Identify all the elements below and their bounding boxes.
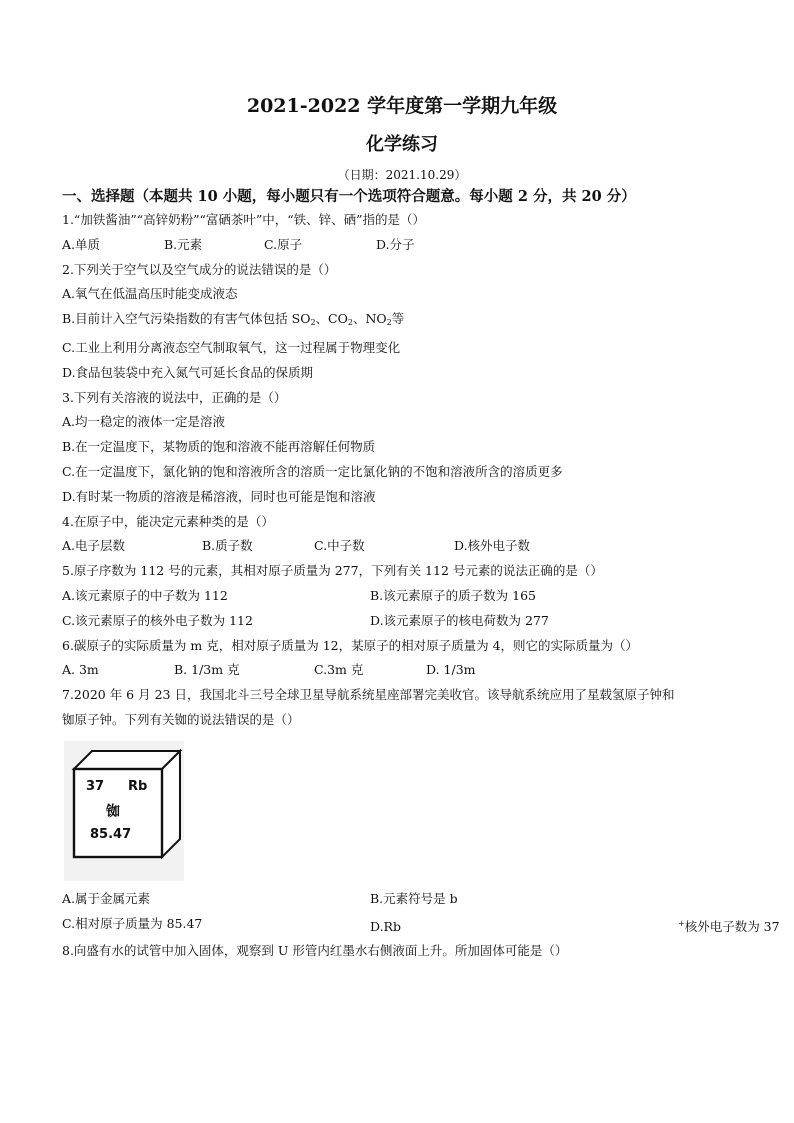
q2-stem: 2.下列关于空气以及空气成分的说法错误的是（） bbox=[62, 261, 337, 277]
q2-option-c: C.工业上利用分离液态空气制取氧气，这一过程属于物理变化 bbox=[62, 339, 401, 355]
rb-charge-superscript: + bbox=[678, 918, 685, 928]
q7-option-d-suffix: 核外电子数为 37 bbox=[684, 918, 780, 934]
q4-option-c: C.中子数 bbox=[314, 538, 365, 554]
q5-option-a: A.该元素原子的中子数为 112 bbox=[62, 587, 228, 603]
q4-option-b: B.质子数 bbox=[202, 538, 253, 554]
q1-option-b: B.元素 bbox=[164, 236, 203, 252]
q6-option-b: B. 1/3m 克 bbox=[174, 662, 240, 678]
q2-option-b-prefix: B.目前计入空气污染指数的有害气体包括 SO bbox=[62, 311, 311, 327]
q8-stem: 8.向盛有水的试管中加入固体，观察到 U 形管内红墨水右侧液面上升。所加固体可能是（） bbox=[62, 943, 568, 959]
element-name: 铷 bbox=[106, 803, 120, 820]
q7-option-b: B.元素符号是 b bbox=[370, 890, 458, 906]
exam-date: （日期：2021.10.29） bbox=[337, 168, 467, 182]
exam-title: 2021-2022 学年度第一学期九年级 bbox=[246, 95, 558, 117]
q5-option-b: B.该元素原子的质子数为 165 bbox=[370, 587, 536, 603]
element-symbol: Rb bbox=[128, 778, 148, 794]
q7-option-c: C.相对原子质量为 85.47 bbox=[62, 915, 203, 931]
q7-options-row2 bbox=[62, 912, 780, 940]
q3-option-d: D.有时某一物质的溶液是稀溶液，同时也可能是饱和溶液 bbox=[62, 488, 376, 504]
co2-subscript: 2 bbox=[347, 318, 353, 328]
q1-option-c: C.原子 bbox=[264, 236, 303, 252]
no2-subscript: 2 bbox=[386, 318, 392, 328]
q3-option-c: C.在一定温度下，氯化钠的饱和溶液所含的溶质一定比氯化钠的不饱和溶液所含的溶质更多 bbox=[62, 463, 563, 479]
q6-options bbox=[62, 658, 742, 683]
q4-stem: 4.在原子中，能决定元素种类的是（） bbox=[62, 513, 274, 529]
q7-stem-line1: 7.2020 年 6 月 23 日，我国北斗三号全球卫星导航系统星座部署完美收官。该导航系统应用了星载氢原子钟和 bbox=[62, 687, 675, 703]
q6-stem: 6.碳原子的实际质量为 m 克，相对原子质量为 12，某原子的相对原子质量为 4，则它的实际质量为（） bbox=[62, 637, 639, 653]
q3-option-b: B.在一定温度下，某物质的饱和溶液不能再溶解任何物质 bbox=[62, 439, 376, 455]
q2-option-b-co: 、CO bbox=[315, 311, 348, 327]
so2-subscript: 2 bbox=[310, 318, 316, 328]
q6-option-c: C.3m 克 bbox=[314, 662, 364, 678]
q1-option-a: A.单质 bbox=[62, 236, 101, 252]
q7-option-a: A.属于金属元素 bbox=[62, 890, 151, 906]
q5-options-row2 bbox=[62, 609, 742, 634]
q2-option-b-no: 、NO bbox=[352, 311, 387, 327]
q2-option-b-suffix: 等 bbox=[391, 311, 405, 327]
q1-option-d: D.分子 bbox=[376, 236, 415, 252]
element-cube-graphic bbox=[64, 741, 184, 881]
atomic-number: 37 bbox=[86, 778, 105, 794]
q2-option-b bbox=[62, 307, 742, 336]
q3-option-a: A.均一稳定的液体一定是溶液 bbox=[62, 414, 226, 430]
q3-stem: 3.下列有关溶液的说法中，正确的是（） bbox=[62, 389, 287, 405]
q2-option-a: A.氧气在低温高压时能变成液态 bbox=[62, 286, 238, 302]
q6-option-d: D. 1/3m bbox=[426, 662, 476, 678]
q4-option-a: A.电子层数 bbox=[62, 538, 126, 554]
q5-options-row1 bbox=[62, 584, 742, 609]
q7-option-d bbox=[370, 912, 780, 940]
q5-option-c: C.该元素原子的核外电子数为 112 bbox=[62, 612, 253, 628]
q7-option-d-prefix: D.Rb bbox=[370, 918, 401, 934]
exam-page bbox=[62, 92, 780, 964]
q4-option-d: D.核外电子数 bbox=[454, 538, 531, 554]
q4-options bbox=[62, 534, 742, 559]
section-heading: 一、选择题（本题共 10 小题，每小题只有一个选项符合题意。每小题 2 分，共 20 分） bbox=[62, 188, 636, 205]
q7-options-row1 bbox=[62, 887, 742, 912]
q2-option-d: D.食品包装袋中充入氮气可延长食品的保质期 bbox=[62, 364, 314, 380]
rubidium-element-card bbox=[64, 741, 184, 881]
atomic-mass: 85.47 bbox=[90, 826, 132, 842]
q1-stem: 1.“加铁酱油”“高锌奶粉”“富硒茶叶”中，“铁、锌、硒”指的是（） bbox=[62, 212, 426, 227]
q1-options bbox=[62, 233, 742, 258]
q7-stem-line2: 铷原子钟。下列有关铷的说法错误的是（） bbox=[62, 711, 300, 727]
q5-option-d: D.该元素原子的核电荷数为 277 bbox=[370, 612, 549, 628]
exam-subtitle: 化学练习 bbox=[366, 134, 438, 155]
q5-stem: 5.原子序数为 112 号的元素，其相对原子质量为 277，下列有关 112 号元素的说法正确的是（） bbox=[62, 563, 603, 579]
q6-option-a: A. 3m bbox=[62, 662, 99, 678]
